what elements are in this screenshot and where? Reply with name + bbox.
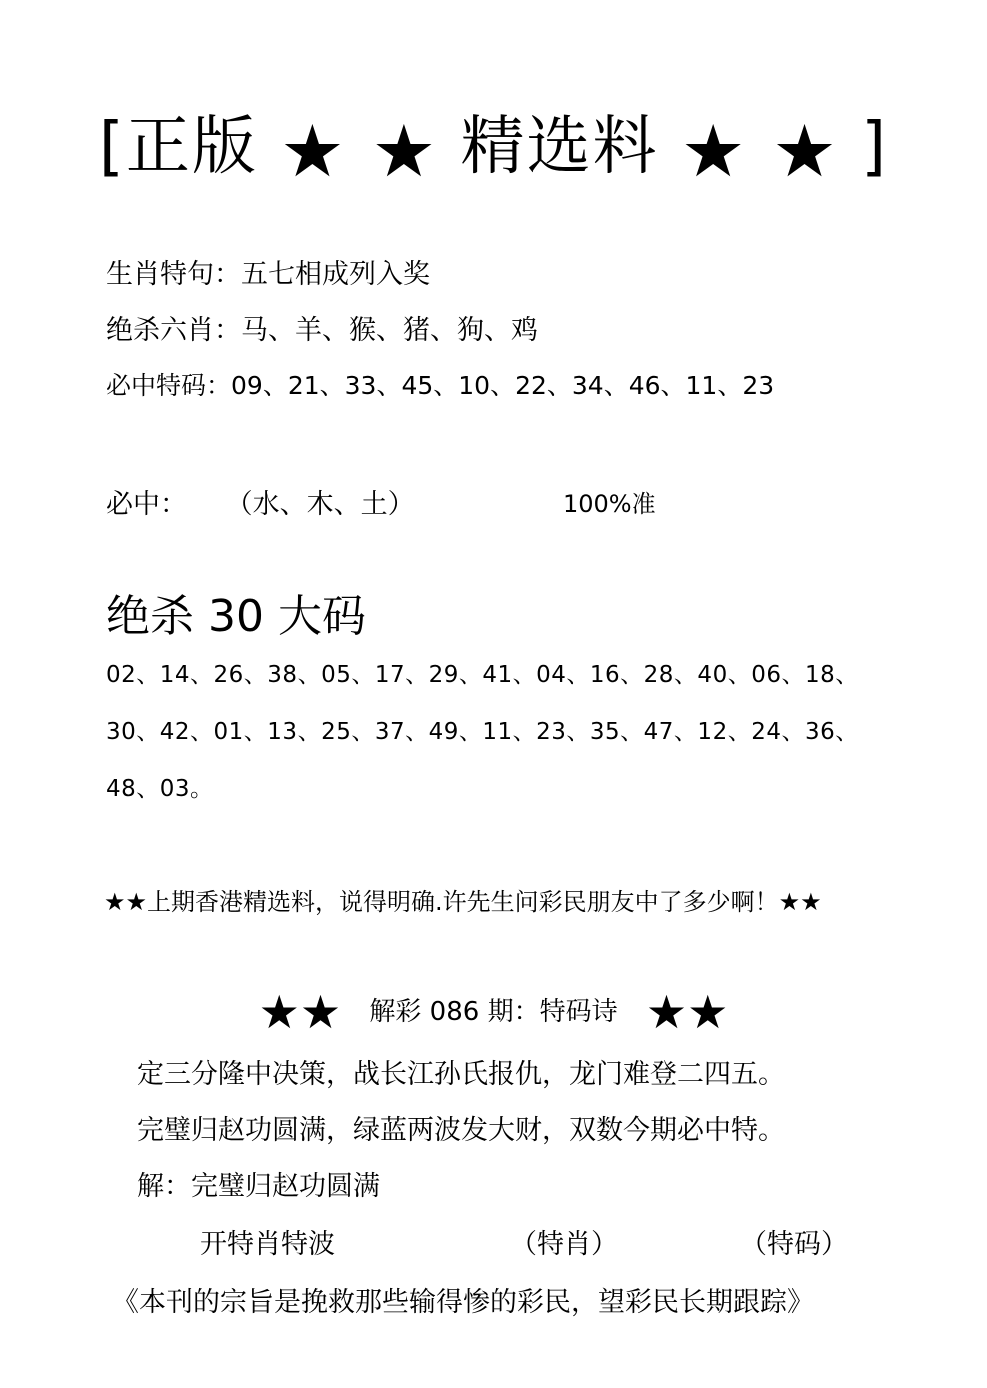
zodiac-phrase-value: 五七相成列入奖: [241, 259, 430, 290]
kill-six-label: 绝杀六肖：: [106, 315, 241, 346]
poem-answer-label: 开特肖特波: [200, 1229, 335, 1260]
poem-line: 完璧归赵功圆满，绿蓝两波发大财，双数今期必中特。: [137, 1115, 785, 1146]
special-codes-line: [106, 366, 774, 402]
zodiac-phrase-line: [106, 252, 430, 291]
zodiac-phrase-label: 生肖特句：: [106, 259, 241, 290]
kill-six-value: 马、羊、猴、猪、狗、鸡: [241, 315, 538, 346]
title-bracket-left: [: [98, 110, 126, 184]
poem-line: 定三分隆中决策，战长江孙氏报仇，龙门难登二四五。: [137, 1059, 785, 1090]
special-codes-value: 09、21、33、45、10、22、34、46、11、23: [231, 371, 775, 400]
page-title: [0, 95, 987, 193]
footer-motto: 《本刊的宗旨是挽救那些输得惨的彩民，望彩民长期跟踪》: [112, 1287, 814, 1318]
accuracy-badge: 100%准: [563, 490, 656, 518]
poem-answer-code: （特码）: [740, 1229, 848, 1260]
kill30-row: 48、03。: [106, 776, 214, 802]
promo-line: ★★上期香港精选料，说得明确.许先生问彩民朋友中了多少啊！★★: [104, 888, 822, 916]
poem-answer-zodiac: （特肖）: [510, 1229, 618, 1260]
special-codes-label: 必中特码：: [106, 371, 232, 400]
title-word-zhengban: 正版: [125, 110, 258, 184]
poem-explanation: 解：完璧归赵功圆满: [137, 1171, 380, 1202]
star-icon: ★ ★: [280, 109, 439, 193]
kill-six-line: [106, 308, 538, 347]
must-hit-value: （水、木、土）: [225, 489, 415, 520]
kill30-row: 30、42、01、13、25、37、49、11、23、35、47、12、24、36、: [106, 719, 859, 745]
must-hit-line: [106, 482, 415, 521]
poem-heading: [0, 985, 987, 1039]
title-word-jingxuanliao: 精选料: [460, 110, 659, 184]
kill30-row: 02、14、26、38、05、17、29、41、04、16、28、40、06、18、: [106, 662, 859, 688]
title-bracket-right: ]: [861, 110, 889, 184]
poem-heading-text: 解彩 086 期：特码诗: [369, 997, 618, 1027]
star-icon: ★★: [258, 985, 342, 1039]
kill30-heading: 绝杀 30 大码: [106, 591, 366, 642]
star-icon: ★ ★: [680, 109, 839, 193]
must-hit-label: 必中：: [106, 489, 187, 520]
star-icon: ★★: [645, 985, 729, 1039]
